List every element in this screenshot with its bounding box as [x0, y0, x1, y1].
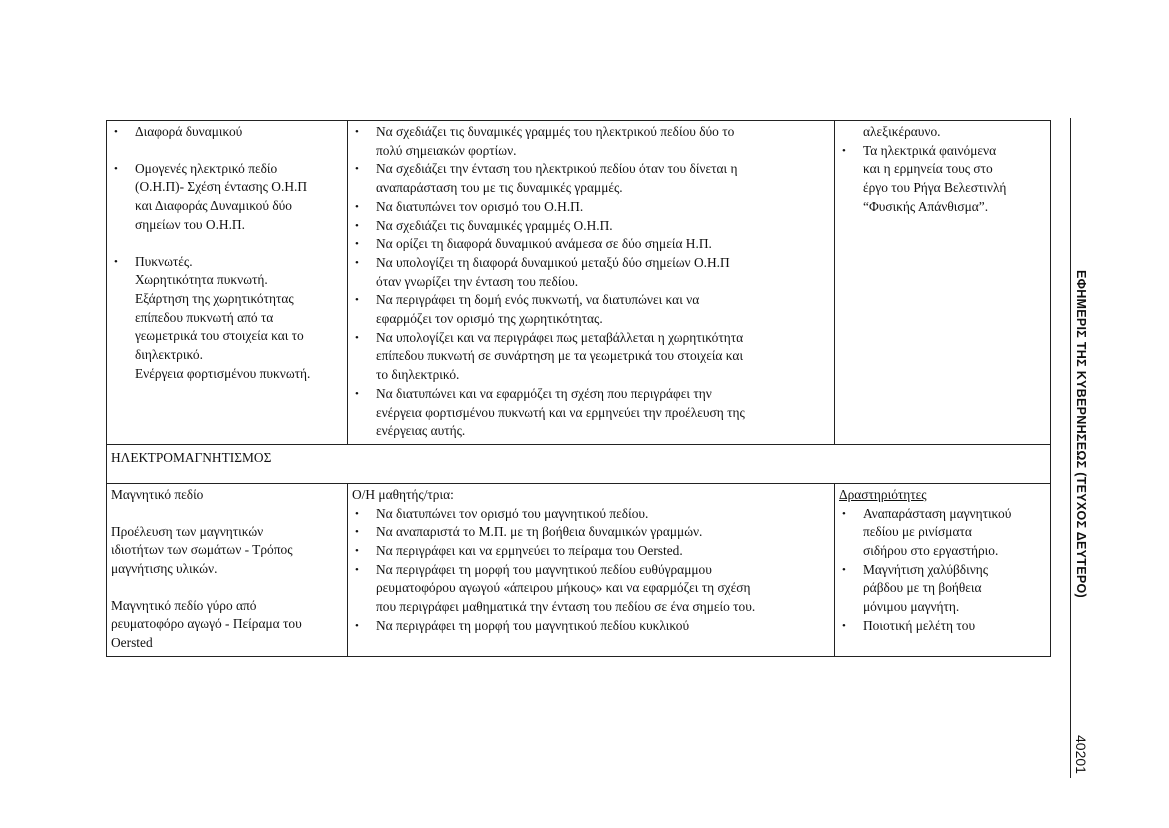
page-number: 40201	[1073, 735, 1089, 774]
list-item: • Διαφορά δυναμικού	[111, 123, 343, 142]
list-item: • Να περιγράφει τη μορφή του μαγνητικού πεδίου κυκλικού	[352, 617, 830, 636]
list-item: • Μαγνήτιση χαλύβδινης ράβδου με τη βοήθεια μόνιμου μαγνήτη.	[839, 561, 1046, 617]
list-item: • Να υπολογίζει και να περιγράφει πως μεταβάλλεται η χωρητικότητα επίπεδου πυκνωτή σε συνάρτηση με τα γεωμετρικά του στοιχεία και το διηλεκτρικό.	[352, 329, 830, 385]
list-item: • Ποιοτική μελέτη του	[839, 617, 1046, 636]
activities-header: Δραστηριότητες	[839, 486, 927, 502]
list-item: • Να σχεδιάζει τις δυναμικές γραμμές Ο.Η.Π.	[352, 217, 830, 236]
list-item: • Να περιγράφει τη μορφή του μαγνητικού πεδίου ευθύγραμμου ρευματοφόρου αγωγού «άπειρου μήκους» και να εφαρμόζει τη σχέση που περιγράφει μαθηματικά την ένταση του πεδίου σε ένα σημείο του.	[352, 561, 830, 617]
list-item: • Να υπολογίζει τη διαφορά δυναμικού μεταξύ δύο σημείων Ο.Η.Π όταν γνωρίζει την ένταση του πεδίου.	[352, 254, 830, 291]
activities-cell	[835, 483, 1051, 656]
list-item: • Ομογενές ηλεκτρικό πεδίο (Ο.Η.Π)- Σχέση έντασης Ο.Η.Π και Διαφοράς Δυναμικού δύο σημείων του Ο.Η.Π.	[111, 160, 343, 235]
list-item: • Να διατυπώνει τον ορισμό του Ο.Η.Π.	[352, 198, 830, 217]
objectives-header: Ο/Η μαθητής/τρια:	[352, 486, 454, 502]
list-item: • Πυκνωτές. Χωρητικότητα πυκνωτή. Εξάρτηση της χωρητικότητας επίπεδου πυκνωτή από τα γεωμετρικά του στοιχεία και το διηλεκτρικό. Ενέργεια φορτισμένου πυκνωτή.	[111, 253, 343, 384]
curriculum-table	[106, 120, 1050, 657]
list-item: • Να αναπαριστά το Μ.Π. με τη βοήθεια δυναμικών γραμμών.	[352, 523, 830, 542]
section-title: ΗΛΕΚΤΡΟΜΑΓΝΗΤΙΣΜΟΣ	[107, 444, 1051, 483]
table-row	[107, 444, 1051, 483]
list-item: • Να σχεδιάζει την ένταση του ηλεκτρικού πεδίου όταν του δίνεται η αναπαράσταση του με τις δυναμικές γραμμές.	[352, 160, 830, 197]
list-item: • Να διατυπώνει τον ορισμό του μαγνητικού πεδίου.	[352, 505, 830, 524]
topics-cell: Μαγνητικό πεδίο Προέλευση των μαγνητικών ιδιοτήτων των σωμάτων - Τρόπος μαγνήτισης υλικών. Μαγνητικό πεδίο γύρο από ρευματοφόρο αγωγό - Πείραμα του Oersted	[107, 483, 348, 656]
table-row	[107, 121, 1051, 445]
topics-cell	[107, 121, 348, 445]
list-item: • Να περιγράφει τη δομή ενός πυκνωτή, να διατυπώνει και να εφαρμόζει τον ορισμό της χωρητικότητας.	[352, 291, 830, 328]
running-header: ΕΦΗΜΕΡΙΣ ΤΗΣ ΚΥΒΕΡΝΗΣΕΩΣ (ΤΕΥΧΟΣ ΔΕΥΤΕΡΟ)	[1074, 270, 1088, 598]
objectives-cell	[348, 121, 835, 445]
list-item: • Αναπαράσταση μαγνητικού πεδίου με ρινίσματα σιδήρου στο εργαστήριο.	[839, 505, 1046, 561]
objectives-cell	[348, 483, 835, 656]
list-item: • Να σχεδιάζει τις δυναμικές γραμμές του ηλεκτρικού πεδίου δύο το πολύ σημειακών φορτίων.	[352, 123, 830, 160]
list-item: • Να περιγράφει και να ερμηνεύει το πείραμα του Oersted.	[352, 542, 830, 561]
list-item: • Τα ηλεκτρικά φαινόμενα και η ερμηνεία τους στο έργο του Ρήγα Βελεστινλή “Φυσικής Απάνθισμα”.	[839, 142, 1046, 217]
list-item: • Να ορίζει τη διαφορά δυναμικού ανάμεσα σε δύο σημεία Η.Π.	[352, 235, 830, 254]
side-rule	[1070, 118, 1071, 778]
list-item: • Να διατυπώνει και να εφαρμόζει τη σχέση που περιγράφει την ενέργεια φορτισμένου πυκνωτή και να ερμηνεύει την προέλευση της ενέργειας αυτής.	[352, 385, 830, 441]
table-row	[107, 483, 1051, 656]
activities-cell: αλεξικέραυνο. • Τα ηλεκτρικά φαινόμενα και η ερμηνεία τους στο έργο του Ρήγα Βελεστινλή “Φυσικής Απάνθισμα”.	[835, 121, 1051, 445]
